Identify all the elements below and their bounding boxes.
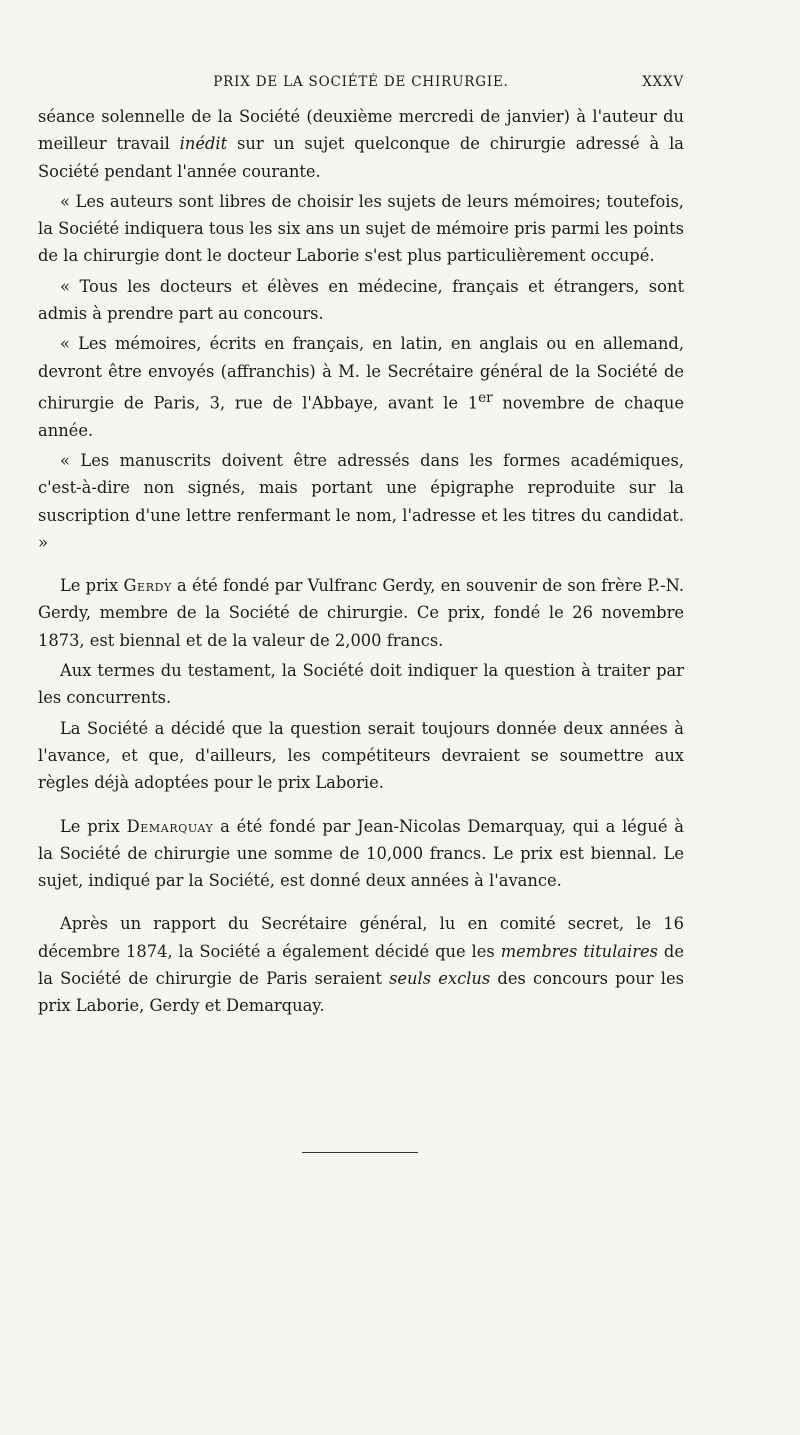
- paragraph-question-advance: La Société a décidé que la question serait toujours donnée deux années à l'avance, et que, d'ailleurs, les compétiteurs devraient se soumettre aux règles déjà adoptées pour le prix Laborie.: [38, 718, 684, 793]
- paragraph-submission: « Les mémoires, écrits en français, en latin, en anglais ou en allemand, devront être envoyés (affranchis) à M. le Secrétaire général de la Société de chirurgie de Paris, 3, rue de l'Abbaye, avant le 1er novembre de chaque année.: [38, 334, 684, 440]
- page-number: XXXV: [642, 74, 684, 90]
- paragraph-exclusion: Après un rapport du Secrétaire général, lu en comité secret, le 16 décembre 1874, la Société a également décidé que les membres titulaires de la Société de chirurgie de Paris seraient seuls exclus des concours pour les prix Laborie, Gerdy et Demarquay.: [38, 914, 684, 1016]
- paragraph-laborie-continuation: séance solennelle de la Société (deuxième mercredi de janvier) à l'auteur du meilleur travail inédit sur un sujet quelconque de chirurgie adressé à la Société pendant l'année courante.: [38, 107, 684, 181]
- name-gerdy: Gerdy: [123, 576, 172, 596]
- paragraph-demarquay-prize: Le prix Demarquay a été fondé par Jean-Nicolas Demarquay, qui a légué à la Société de chirurgie une somme de 10,000 francs. Le prix est biennal. Le sujet, indiqué par la Société, est donné deux années à l'avance.: [38, 816, 684, 891]
- ordinal-superscript: er: [478, 389, 493, 406]
- emphasis-inedit: inédit: [179, 134, 228, 154]
- running-header: [38, 74, 684, 98]
- running-title: PRIX DE LA SOCIÉTÉ DE CHIRURGIE.: [213, 74, 509, 90]
- paragraph-manuscripts: « Les manuscrits doivent être adressés dans les formes académiques, c'est-à-dire non signés, mais portant une épigraphe reproduite sur la suscription d'une lettre renfermant le nom, l'adresse et les titres du candidat. »: [38, 450, 684, 552]
- paragraph-gerdy-prize: Le prix Gerdy a été fondé par Vulfranc Gerdy, en souvenir de son frère P.-N. Gerdy, membre de la Société de chirurgie. Ce prix, fondé le 26 novembre 1873, est biennal et de la valeur de 2,000 francs.: [38, 576, 684, 650]
- section-end-rule: [302, 1152, 418, 1153]
- name-demarquay: Demarquay: [126, 816, 214, 836]
- paragraph-subjects: « Les auteurs sont libres de choisir les sujets de leurs mémoires; toutefois, la Société indiquera tous les six ans un sujet de mémoire pris parmi les points de la chirurgie dont le docteur Laborie s'est plus particulièrement occupé.: [38, 191, 684, 266]
- emphasis-membres-titulaires: membres titulaires: [500, 941, 658, 961]
- emphasis-seuls-exclus: seuls exclus: [389, 969, 491, 989]
- paragraph-eligibility: « Tous les docteurs et élèves en médecine, français et étrangers, sont admis à prendre part au concours.: [38, 276, 684, 324]
- body-text: [38, 103, 684, 1020]
- paragraph-testament: Aux termes du testament, la Société doit indiquer la question à traiter par les concurrents.: [38, 661, 684, 708]
